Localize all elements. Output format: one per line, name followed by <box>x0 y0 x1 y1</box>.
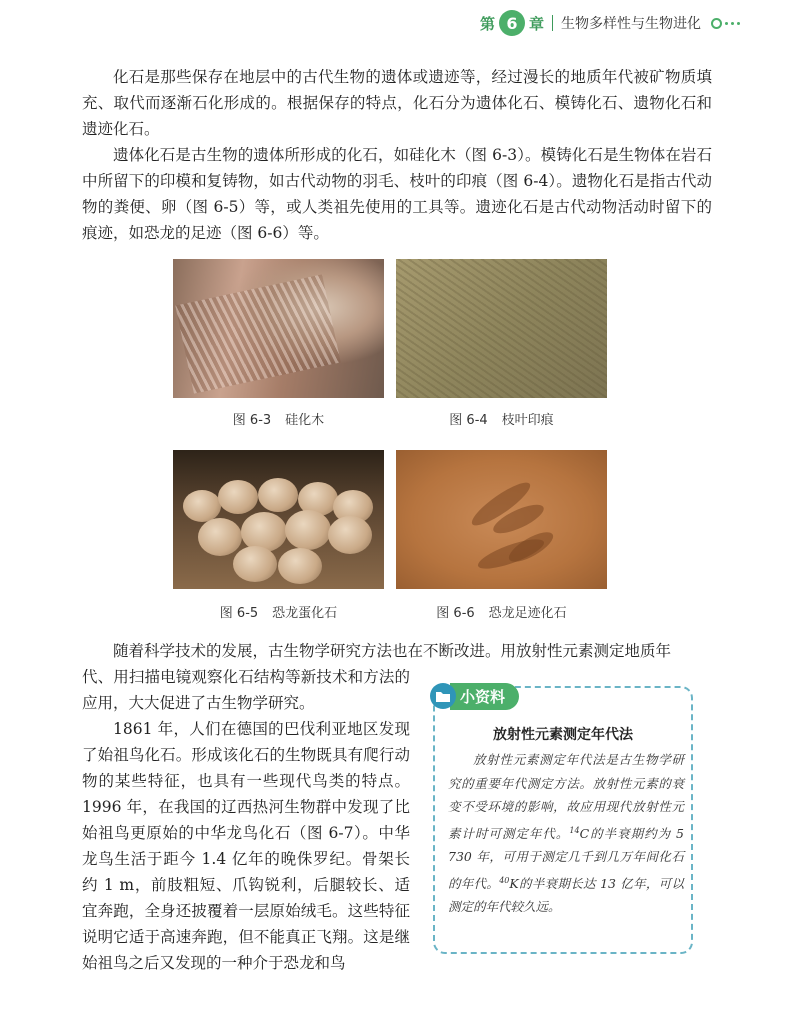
info-box-body <box>448 748 684 919</box>
petrified-wood-photo <box>173 259 384 398</box>
figure-caption-text: 恐龙足迹化石 <box>488 606 567 621</box>
figure-caption <box>173 602 384 621</box>
paragraph-archaeopteryx: 1861 年，人们在德国的巴伐利亚地区发现了始祖鸟化石。形成该化石的生物既具有爬行动物的某些特征，也具有一些现代鸟类的特点。1996 年，在我国的辽西热河生物群中发现了比始祖鸟更原始的中华龙鸟化石（图 6-7）。中华龙鸟生活于距今 1.4 亿年的晚侏罗纪。骨架长约 1 m，前肢粗短、爪钩锐利，后腿较长、适宜奔跑，全身还披覆着一层原始绒毛。这些特征说明它适于高速奔跑，但不能真正飞翔。这是继始祖鸟之后又发现的一种介于恐龙和鸟 <box>82 720 410 972</box>
figure-number: 图 6-5 <box>219 606 259 621</box>
figure-number: 图 6-4 <box>449 413 488 428</box>
chapter-prefix: 第 <box>479 14 495 33</box>
isotope-symbol: K <box>509 875 519 891</box>
figure-number: 图 6-6 <box>436 606 475 621</box>
figure-caption <box>173 409 384 428</box>
paragraph-research-methods-cont: 代、用扫描电镜观察化石结构等新技术和方法的应用，大大促进了古生物学研究。 <box>82 668 410 712</box>
isotope-symbol: C <box>579 825 590 841</box>
info-box-title: 放射性元素测定年代法 <box>493 727 633 743</box>
chapter-suffix: 章 <box>528 14 544 33</box>
info-body-part: 的半衰期长达 13 亿年，可以测定的年代较久远。 <box>448 875 684 915</box>
figure-number: 图 6-3 <box>232 413 272 428</box>
info-tag <box>430 682 519 710</box>
paragraph-fossil-definition: 化石是那些保存在地层中的古代生物的遗体或遗迹等，经过漫长的地质年代被矿物质填充、取代而逐渐石化形成的。根据保存的特点，化石分为遗体化石、模铸化石、遗物化石和遗迹化石。 <box>82 68 712 138</box>
chapter-header <box>480 6 740 40</box>
paragraph-research-methods-lead: 随着科学技术的发展，古生物学研究方法也在不断改进。用放射性元素测定地质年 <box>113 642 672 660</box>
header-divider <box>552 15 553 31</box>
folder-icon <box>430 683 456 709</box>
figure-caption-text: 枝叶印痕 <box>501 413 554 428</box>
header-ornament-icon <box>711 18 740 29</box>
isotope-mass: 40 <box>499 875 510 885</box>
dinosaur-eggs-photo <box>173 450 384 589</box>
figure-caption-text: 硅化木 <box>285 413 325 428</box>
isotope-mass: 14 <box>569 825 580 835</box>
dinosaur-footprint-photo <box>396 450 607 589</box>
info-tag-label: 小资料 <box>450 683 519 710</box>
paragraph-fossil-types: 遗体化石是古生物的遗体所形成的化石，如硅化木（图 6-3）。模铸化石是生物体在岩石中所留下的印模和复铸物，如古代动物的羽毛、枝叶的印痕（图 6-4）。遗物化石是指古代动物的粪便、卵（图 6-5）等，或人类祖先使用的工具等。遗迹化石是古代动物活动时留下的痕迹，如恐龙的足迹（图 6-6）等。 <box>82 146 712 242</box>
info-body-part: 的半衰期约为 5 730 年，可用于测定几千到几万年间化石的年代。 <box>448 825 684 891</box>
info-body-part: 放射性元素测定年代法是古生物学研究的重要年代测定方法。放射性元素的衰变不受环境的影响，故应用现代放射性元素计时可测定年代。 <box>448 752 684 841</box>
figure-caption-text: 恐龙蛋化石 <box>272 606 338 621</box>
figure-caption <box>396 602 607 621</box>
figure-caption <box>396 409 607 428</box>
leaf-imprint-photo <box>396 259 607 398</box>
chapter-title: 生物多样性与生物进化 <box>561 16 701 32</box>
chapter-number-badge: 6 <box>499 10 525 36</box>
